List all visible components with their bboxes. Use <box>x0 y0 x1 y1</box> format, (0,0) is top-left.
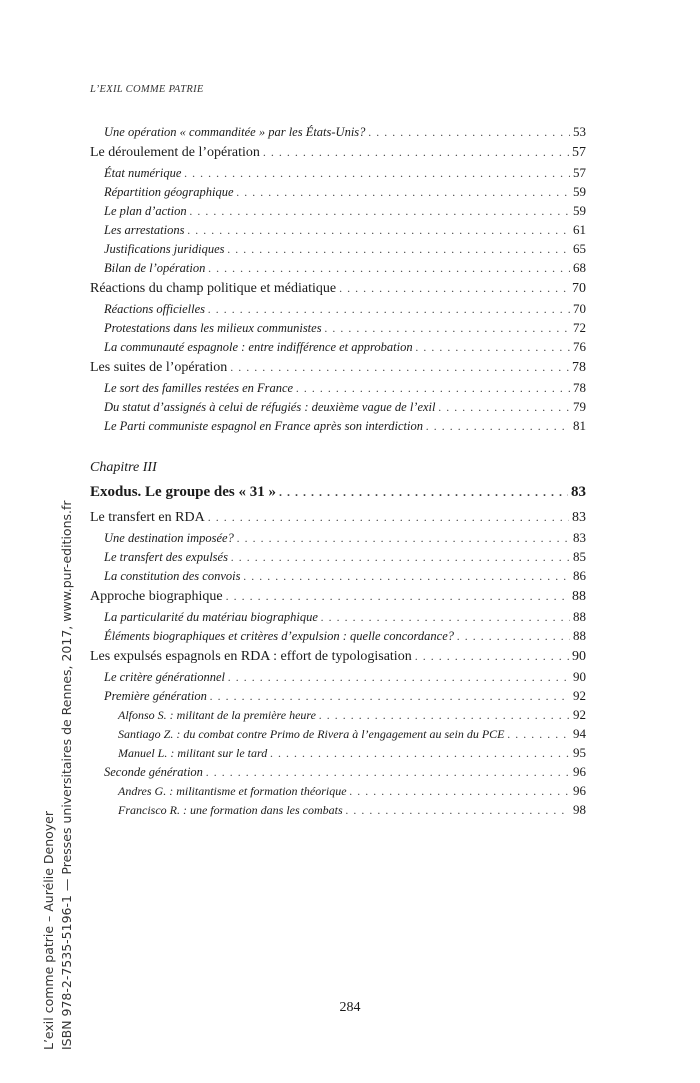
dot-leader <box>321 608 570 627</box>
toc-entry[interactable] <box>90 528 586 547</box>
toc-entry[interactable] <box>90 547 586 566</box>
toc-entry[interactable] <box>90 781 586 800</box>
toc-entry-title: Répartition géographique <box>104 185 234 199</box>
dot-leader <box>319 706 570 725</box>
toc-entry-page: 78 <box>572 360 586 375</box>
toc-entry-title: La communauté espagnole : entre indifférence et approbation <box>104 340 413 354</box>
toc-entry-page: 70 <box>573 301 586 316</box>
toc-entry-title: Réactions officielles <box>104 302 206 316</box>
side-credit <box>40 500 76 1050</box>
toc-entry-chapter-title[interactable] <box>90 481 586 503</box>
toc-entry[interactable] <box>90 646 586 667</box>
toc-entry-page: 88 <box>573 609 586 624</box>
toc-entry-title: État numérique <box>104 166 182 180</box>
toc-entry-page: 81 <box>573 418 586 433</box>
chapter-page-number: 83 <box>571 484 586 500</box>
toc-entry[interactable] <box>90 800 586 819</box>
dot-leader <box>350 782 570 801</box>
toc-entry-page: 85 <box>573 549 586 564</box>
toc-entry[interactable] <box>90 142 586 163</box>
toc-entry-title: Réactions du champ politique et médiatique <box>90 281 337 296</box>
chapter-label: Chapitre III <box>90 460 157 475</box>
toc-entry-title: Le transfert des expulsés <box>104 550 228 564</box>
toc-entry-page: 94 <box>573 726 586 741</box>
dot-leader <box>457 627 570 646</box>
toc-entry-title: La constitution des convois <box>104 569 241 583</box>
toc-entry-title: Les suites de l’opération <box>90 360 228 375</box>
dot-leader <box>208 507 569 528</box>
dot-leader <box>346 801 570 820</box>
side-credit-line-1: L’exil comme patrie – Aurélie Denoyer <box>41 810 56 1050</box>
toc-entry-page: 83 <box>573 530 586 545</box>
toc-entry-page: 72 <box>573 320 586 335</box>
dot-leader <box>237 529 570 548</box>
toc-entry-page: 61 <box>573 222 586 237</box>
toc-entry[interactable] <box>90 378 586 397</box>
toc-entry-title: Le plan d’action <box>104 204 187 218</box>
toc-entry-title: Manuel L. : militant sur le tard <box>118 746 268 760</box>
dot-leader <box>296 379 570 398</box>
toc-entry-page: 88 <box>572 589 586 604</box>
toc-entry-title: Justifications juridiques <box>104 242 225 256</box>
toc-entry[interactable] <box>90 416 586 435</box>
toc-entry-page: 98 <box>573 802 586 817</box>
toc-entry[interactable] <box>90 337 586 356</box>
chapter-title: Exodus. Le groupe des « 31 » <box>90 484 277 500</box>
dot-leader <box>230 357 569 378</box>
dot-leader <box>237 183 571 202</box>
dot-leader <box>206 763 570 782</box>
toc-entry-title: Le transfert en RDA <box>90 510 205 525</box>
toc-entry-title: Alfonso S. : militant de la première heure <box>118 708 316 722</box>
dot-leader <box>415 646 569 667</box>
toc-entry-page: 92 <box>573 688 586 703</box>
dot-leader <box>184 164 570 183</box>
toc-entry[interactable] <box>90 278 586 299</box>
toc-entry[interactable] <box>90 667 586 686</box>
toc-entry[interactable] <box>90 182 586 201</box>
toc-entry-page: 95 <box>573 745 586 760</box>
toc-entry-page: 86 <box>573 568 586 583</box>
toc-entry-title: Les expulsés espagnols en RDA : effort de typologisation <box>90 649 412 664</box>
toc-entry-page: 96 <box>573 764 586 779</box>
toc-entry-page: 65 <box>573 241 586 256</box>
toc-entry-title: Une destination imposée? <box>104 531 234 545</box>
dot-leader <box>508 725 571 744</box>
dot-leader <box>210 687 570 706</box>
toc-entry-page: 59 <box>573 203 586 218</box>
toc-entry-page: 90 <box>572 649 586 664</box>
toc-entry-page: 96 <box>573 783 586 798</box>
dot-leader <box>231 548 570 567</box>
dot-leader <box>190 202 570 221</box>
toc-entry-title: Le déroulement de l’opération <box>90 145 260 160</box>
toc-entry-title: Protestations dans les milieux communistes <box>104 321 322 335</box>
toc-entry[interactable] <box>90 318 586 337</box>
toc-entry[interactable] <box>90 220 586 239</box>
toc-entry-title: Le sort des familles restées en France <box>104 381 294 395</box>
dot-leader <box>325 319 570 338</box>
dot-leader <box>208 300 570 319</box>
toc-entry-page: 92 <box>573 707 586 722</box>
toc-entry-page: 68 <box>573 260 586 275</box>
toc-entry[interactable] <box>90 299 586 318</box>
toc-entry[interactable] <box>90 762 586 781</box>
toc-section-chapter-3 <box>90 506 586 819</box>
toc-entry-title: Les arrestations <box>104 223 185 237</box>
toc-entry-page: 59 <box>573 184 586 199</box>
dot-leader <box>187 221 570 240</box>
dot-leader <box>263 142 569 163</box>
toc-entry[interactable] <box>90 566 586 585</box>
toc-entry-page: 57 <box>572 145 586 160</box>
toc-entry[interactable] <box>90 743 586 762</box>
toc-entry-page: 76 <box>573 339 586 354</box>
dot-leader <box>227 240 570 259</box>
toc-entry-page: 57 <box>573 165 586 180</box>
dot-leader <box>439 398 570 417</box>
page-number: 284 <box>339 1000 361 1015</box>
toc-entry[interactable] <box>90 686 586 705</box>
toc-entry-page: 90 <box>573 669 586 684</box>
toc-entry-title: Une opération « commanditée » par les États-Unis? <box>104 125 366 139</box>
toc-entry[interactable] <box>90 357 586 378</box>
toc-entry[interactable] <box>90 239 586 258</box>
toc-entry-title: Bilan de l’opération <box>104 261 206 275</box>
toc-entry[interactable] <box>90 201 586 220</box>
toc-entry[interactable] <box>90 724 586 743</box>
toc-entry[interactable] <box>90 507 586 528</box>
toc-entry-title: Approche biographique <box>90 589 223 604</box>
toc-section-chapter-2 <box>90 122 586 435</box>
toc-entry[interactable] <box>90 607 586 626</box>
dot-leader <box>270 744 570 763</box>
toc-entry-title: Le Parti communiste espagnol en France après son interdiction <box>104 419 423 433</box>
toc-entry[interactable] <box>90 586 586 607</box>
toc-entry-title: Éléments biographiques et critères d’expulsion : quelle concordance? <box>104 629 455 643</box>
toc-entry-title: Santiago Z. : du combat contre Primo de Rivera à l’engagement au sein du PCE <box>118 727 505 741</box>
toc-entry-page: 78 <box>573 380 586 395</box>
toc-entry[interactable] <box>90 258 586 277</box>
toc-entry-title: Seconde génération <box>104 765 203 779</box>
toc-entry[interactable] <box>90 705 586 724</box>
dot-leader <box>368 123 570 142</box>
dot-leader <box>228 668 570 687</box>
toc-entry[interactable] <box>90 397 586 416</box>
toc-entry-title: Le critère générationnel <box>104 670 226 684</box>
dot-leader <box>339 278 569 299</box>
running-head: L’EXIL COMME PATRIE <box>90 84 204 95</box>
toc-entry-page: 53 <box>573 124 586 139</box>
dot-leader <box>243 567 570 586</box>
toc-entry-title: Du statut d’assignés à celui de réfugiés : deuxième vague de l’exil <box>104 400 436 414</box>
dot-leader <box>208 259 570 278</box>
toc-entry-page: 83 <box>572 510 586 525</box>
toc-entry-title: Francisco R. : une formation dans les combats <box>118 803 343 817</box>
toc-entry-page: 70 <box>572 281 586 296</box>
toc-entry[interactable] <box>90 626 586 645</box>
chapter-heading <box>90 481 586 503</box>
toc-entry-page: 88 <box>573 628 586 643</box>
toc-entry-title: La particularité du matériau biographique <box>104 610 318 624</box>
dot-leader <box>279 481 568 503</box>
dot-leader <box>416 338 570 357</box>
side-credit-line-2: ISBN 978-2-7535-5196-1 — Presses universitaires de Rennes, 2017, www.pur-editions.fr <box>59 500 74 1050</box>
dot-leader <box>226 586 569 607</box>
dot-leader <box>426 417 570 436</box>
toc-entry[interactable] <box>90 163 586 182</box>
toc-entry[interactable] <box>90 122 586 141</box>
toc-entry-title: Première génération <box>104 689 207 703</box>
toc-entry-page: 79 <box>573 399 586 414</box>
toc-entry-title: Andres G. : militantisme et formation théorique <box>118 784 347 798</box>
